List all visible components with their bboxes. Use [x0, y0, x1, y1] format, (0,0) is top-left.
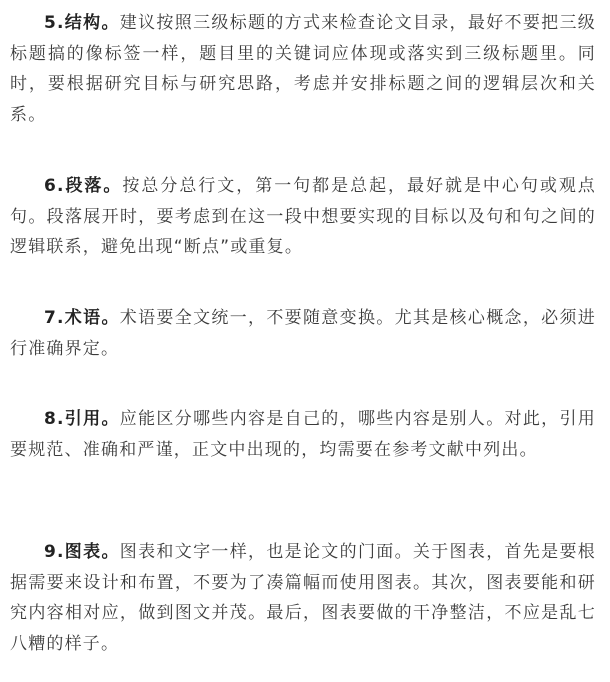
paragraph-text: 建议按照三级标题的方式来检查论文目录，最好不要把三级标题搞的像标签一样，题目里的关键词应体现或落实到三级标题里。同时，要根据研究目标与研究思路，考虑并安排标题之间的逻辑层次和关系。 [10, 13, 596, 125]
paragraph-heading: 7.术语。 [44, 308, 120, 328]
paragraph-terminology [10, 303, 596, 364]
paragraph-text: 应能区分哪些内容是自己的，哪些内容是别人。对此，引用要规范、准确和严谨，正文中出现的，均需要在参考文献中列出。 [10, 409, 596, 460]
paragraph-heading: 6.段落。 [44, 176, 123, 196]
paragraph-figures [10, 537, 596, 659]
paragraph-paragraphing [10, 171, 596, 263]
paragraph-text: 术语要全文统一，不要随意变换。尤其是核心概念，必须进行准确界定。 [10, 308, 596, 359]
paragraph-text: 图表和文字一样，也是论文的门面。关于图表，首先是要根据需要来设计和布置，不要为了凑篇幅而使用图表。其次，图表要能和研究内容相对应，做到图文并茂。最后，图表要做的干净整洁，不应是乱七八糟的样子。 [10, 542, 596, 654]
paragraph-structure [10, 8, 596, 130]
paragraph-heading: 5.结构。 [44, 13, 120, 33]
paragraph-text: 按总分总行文，第一句都是总起，最好就是中心句或观点句。段落展开时，要考虑到在这一段中想要实现的目标以及句和句之间的逻辑联系，避免出现“断点”或重复。 [10, 176, 596, 257]
paragraph-heading: 8.引用。 [44, 409, 120, 429]
paragraph-heading: 9.图表。 [44, 542, 120, 562]
paragraph-citation [10, 404, 596, 465]
